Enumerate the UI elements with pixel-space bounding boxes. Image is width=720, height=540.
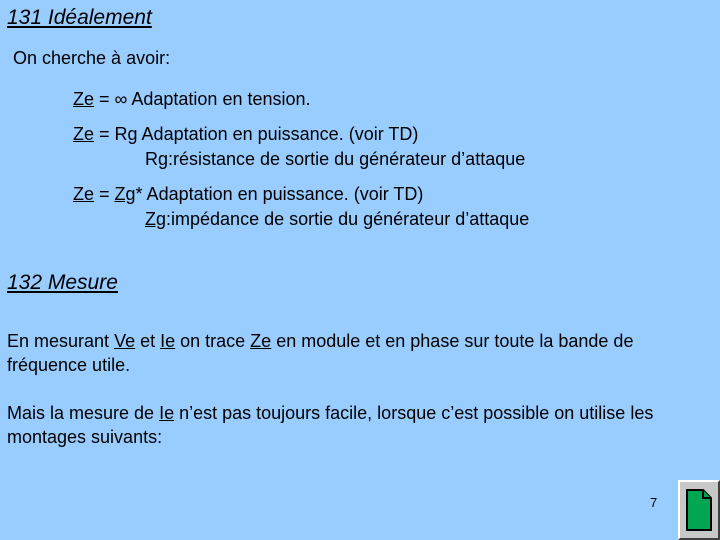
- ve-symbol: Ve: [114, 331, 136, 351]
- ze-symbol: Ze: [73, 184, 95, 204]
- page-number: 7: [650, 495, 658, 510]
- condition-text: = Rg Adaptation en puissance. (voir TD): [94, 124, 419, 144]
- zg-symbol: Zg: [114, 184, 136, 204]
- next-page-button[interactable]: [678, 480, 720, 540]
- condition-item-2: [73, 124, 418, 145]
- condition-text: = ∞ Adaptation en tension.: [94, 89, 311, 109]
- text-run: on trace: [175, 331, 251, 351]
- text-run: et: [135, 331, 161, 351]
- condition-text: * Adaptation en puissance. (voir TD): [135, 184, 424, 204]
- ie-symbol: Ie: [159, 403, 175, 423]
- zg-symbol: Zg: [145, 209, 167, 229]
- text-run: en module et en phase sur toute la bande de fréquence utile.: [7, 331, 634, 375]
- text-run: n’est pas toujours facile, lorsque c’est possible on utilise les montages suivants:: [7, 403, 654, 447]
- condition-item-1: [73, 89, 311, 110]
- equals-sign: =: [94, 184, 115, 204]
- condition-detail-3: [145, 209, 529, 230]
- text-run: En mesurant: [7, 331, 115, 351]
- intro-text: On cherche à avoir:: [13, 48, 171, 68]
- ie-symbol: Ie: [160, 331, 176, 351]
- condition-item-3: [73, 184, 423, 205]
- text-run: Mais la mesure de: [7, 403, 160, 423]
- measure-paragraph-2: [7, 401, 657, 449]
- condition-detail-text: :impédance de sortie du générateur d’attaque: [166, 209, 530, 229]
- next-page-icon: [685, 488, 713, 532]
- ze-symbol: Ze: [73, 124, 95, 144]
- ze-symbol: Ze: [73, 89, 95, 109]
- measure-paragraph-1: [7, 329, 697, 377]
- condition-detail-2: Rg:résistance de sortie du générateur d’attaque: [145, 149, 526, 169]
- section-heading-ideal: 131 Idéalement: [7, 6, 152, 29]
- section-heading-measure: 132 Mesure: [7, 271, 118, 294]
- ze-symbol: Ze: [250, 331, 272, 351]
